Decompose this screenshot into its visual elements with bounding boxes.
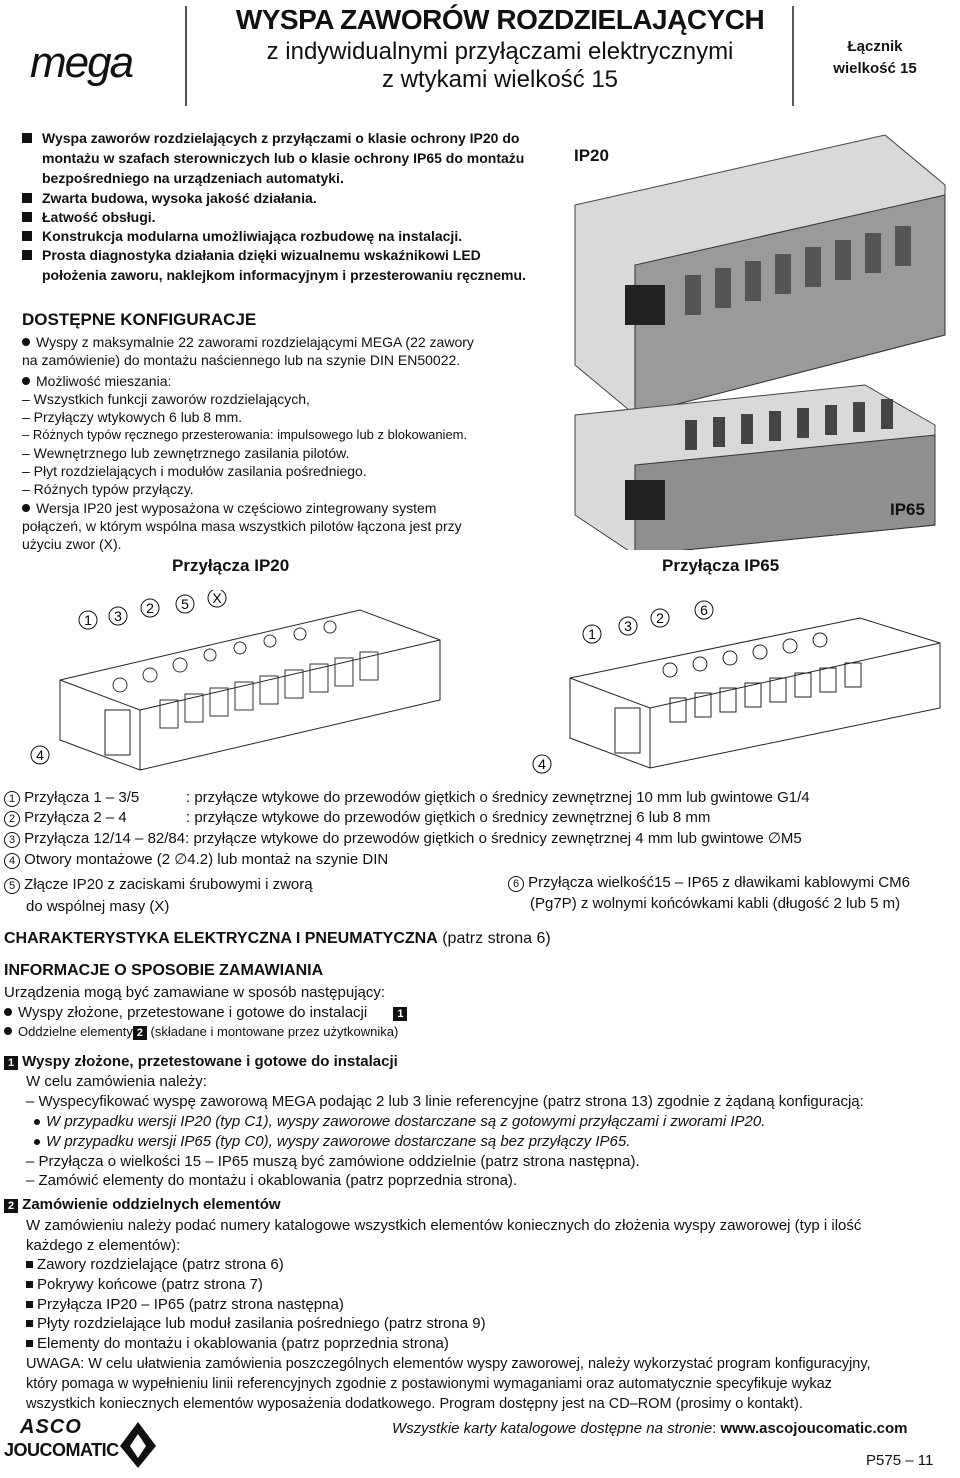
feature-item: Konstrukcja modularna umożliwiająca rozbudowę na instalacji. (22, 226, 542, 246)
section-1-text: – Wyspecyfikować wyspę zaworową MEGA podając 2 lub 3 linie referencyjne (patrz strona 13) zgodnie z żądaną konfiguracją: (26, 1093, 864, 1110)
section-2-text: każdego z elementów): (26, 1237, 181, 1254)
photo-label-ip20: IP20 (574, 146, 609, 165)
section-1-text: – Przyłącza o wielkości 15 – IP65 muszą być zamówione oddzielnie (patrz strona następna). (26, 1153, 640, 1170)
config-sub: – Różnych typów przyłączy. (22, 481, 194, 497)
diagram-title-ip20: Przyłącza IP20 (172, 556, 290, 575)
marker-1: 1 (84, 612, 92, 628)
legend-row: 6 Przyłącza wielkość15 – IP65 z dławikami kablowymi CM6 (508, 873, 910, 893)
page-subtitle-2: z wtykami wielkość 15 (381, 66, 619, 93)
photo-label-ip65: IP65 (890, 500, 925, 519)
feature-item: Wyspa zaworów rozdzielających z przyłączami o klasie ochrony IP20 do montażu w szafach sterowniczych lub o klasie ochrony IP65 do montażu bezpośredniego na urządzeniach automatyki. (22, 128, 542, 188)
brand-emblem-icon (118, 1420, 158, 1470)
section-2-note: wszystkich koniecznych elementów wyposażenia dodatkowego. Program dostępny jest na CD–ROM (prosimy o kontakt). (26, 1396, 803, 1412)
marker-5: 5 (181, 596, 189, 612)
header-size: wielkość 15 (833, 60, 917, 77)
page-title: WYSPA ZAWORÓW ROZDZIELAJĄCYCH (235, 4, 765, 35)
ordering-heading: INFORMACJE O SPOSOBIE ZAMAWIANIA (4, 962, 324, 979)
section-2-text: W zamówieniu należy podać numery katalogowe wszystkich elementów koniecznych do złożenia wyspy zaworowej (typ i ilość (26, 1217, 862, 1234)
legend-row: 1 Przyłącza 1 – 3/5 (4, 788, 139, 808)
marker-3: 3 (114, 608, 122, 624)
page-number: P575 – 11 (866, 1452, 934, 1469)
marker-1: 1 (588, 626, 596, 642)
diagram-ip20 (20, 590, 460, 775)
config-item-cont: połączeń, w którym wspólna masa wszystkich pilotów łączona jest przy (22, 518, 462, 534)
mega-logo: mega (30, 38, 133, 87)
section-1-note: W przypadku wersji IP65 (typ C0), wyspy zaworowe dostarczane są bez przyłączy IP65. (34, 1133, 630, 1151)
marker-2: 2 (656, 610, 664, 626)
ordering-intro: Urządzenia mogą być zamawiane w sposób następujący: (4, 984, 386, 1001)
config-heading: DOSTĘPNE KONFIGURACJE (22, 310, 257, 329)
valve-island-ip20-image (575, 135, 945, 415)
header-category: Łącznik (847, 38, 903, 55)
legend-desc: : przyłącze wtykowe do przewodów giętkich o średnicy zewnętrznej 10 mm lub gwintowe G1/4 (186, 789, 810, 806)
diagram-title-ip65: Przyłącza IP65 (662, 556, 780, 575)
section-2-note: który pomaga w wypełnieniu linii referencyjnych zgodnie z postawionymi wymaganiami oraz automatycznie specyfikuje wykaz (26, 1376, 832, 1392)
config-sub: – Płyt rozdzielających i modułów zasilania pośredniego. (22, 463, 367, 479)
header-divider-left (185, 6, 187, 106)
marker-4: 4 (538, 756, 546, 772)
config-sub: – Przyłączy wtykowych 6 lub 8 mm. (22, 409, 243, 425)
joucomatic-logo: JOUCOMATIC (4, 1440, 119, 1460)
marker-2: 2 (146, 600, 154, 616)
config-sub: – Różnych typów ręcznego przesterowania: impulsowego lub z blokowaniem. (22, 427, 468, 442)
section-1-note: W przypadku wersji IP20 (typ C1), wyspy zaworowe dostarczane są z gotowymi przyłączami i zworami IP20. (34, 1113, 765, 1131)
marker-6: 6 (700, 602, 708, 618)
ordering-option-1: Wyspy złożone, przetestowane i gotowe do instalacji 1 (4, 1004, 407, 1022)
legend-desc: (Pg7P) z wolnymi końcówkami kabli (długość 2 lub 5 m) (530, 895, 901, 912)
marker-4: 4 (36, 747, 44, 763)
section-2-item: Elementy do montażu i okablowania (patrz poprzednia strona) (26, 1335, 449, 1353)
footer-web: Wszystkie karty katalogowe dostępne na stronie: www.ascojoucomatic.com (392, 1420, 908, 1437)
marker-3: 3 (624, 618, 632, 634)
diagram-ip65 (520, 598, 950, 778)
section-1-text: – Zamówić elementy do montażu i okablowania (patrz poprzednia strona). (26, 1172, 518, 1189)
section-2-item: Pokrywy końcowe (patrz strona 7) (26, 1276, 263, 1294)
marker-x: X (212, 590, 222, 606)
legend-row: 4 Otwory montażowe (2 ∅4.2) lub montaż na szynie DIN (4, 850, 388, 870)
config-sub: – Wewnętrznego lub zewnętrznego zasilania pilotów. (22, 445, 350, 461)
legend-row: 3 Przyłącza 12/14 – 82/84: przyłącze wtykowe do przewodów giętkich o średnicy zewnętrznej 4 mm lub gwintowe ∅M5 (4, 829, 802, 849)
section-2-item: Płyty rozdzielające lub moduł zasilania pośredniego (patrz strona 9) (26, 1315, 486, 1333)
website-link[interactable]: www.ascojoucomatic.com (720, 1420, 908, 1437)
asco-logo: ASCO (20, 1416, 82, 1438)
feature-item: Zwarta budowa, wysoka jakość działania. (22, 188, 542, 208)
section-1-text: W celu zamówienia należy: (26, 1073, 207, 1090)
electric-heading: CHARAKTERYSTYKA ELEKTRYCZNA I PNEUMATYCZNA (patrz strona 6) (4, 930, 551, 947)
legend-row: 2 Przyłącza 2 – 4 (4, 808, 127, 828)
section-2-item: Zawory rozdzielające (patrz strona 6) (26, 1256, 284, 1274)
config-item: Wersja IP20 jest wyposażona w częściowo zintegrowany system (22, 499, 436, 517)
config-item: Wyspy z maksymalnie 22 zaworami rozdzielającymi MEGA (22 zawory (22, 333, 474, 351)
config-item-cont: użyciu zwor (X). (22, 536, 122, 552)
valve-island-photos (565, 125, 950, 550)
legend-desc: do wspólnej masy (X) (26, 898, 170, 915)
config-item-cont: na zamówienie) do montażu naściennego lub na szynie DIN EN50022. (22, 352, 461, 368)
section-2-item: Przyłącza IP20 – IP65 (patrz strona następna) (26, 1296, 344, 1314)
config-item: Możliwość mieszania: (22, 372, 171, 390)
section-1-heading: 1 Wyspy złożone, przetestowane i gotowe do instalacji (4, 1053, 398, 1071)
section-2-note: UWAGA: W celu ułatwienia zamówienia poszczególnych elementów wyspy zaworowej, należy wykorzystać program konfiguracyjny, (26, 1356, 871, 1372)
legend-row: 5 Złącze IP20 z zaciskami śrubowymi i zworą (4, 875, 313, 895)
page-subtitle-1: z indywidualnymi przyłączami elektrycznymi (266, 38, 734, 65)
header-divider-right (792, 6, 794, 106)
section-2-heading: 2 Zamówienie oddzielnych elementów (4, 1196, 281, 1214)
feature-item: Prosta diagnostyka działania dzięki wizualnemu wskaźnikowi LED położenia zaworu, naklejkom informacyjnym i przesterowaniu ręcznemu. (22, 245, 542, 285)
feature-item: Łatwość obsługi. (22, 207, 542, 227)
ordering-option-2: Oddzielne elementy 2 (składane i montowane przez użytkownika) (4, 1023, 398, 1041)
legend-desc: : przyłącze wtykowe do przewodów giętkich o średnicy zewnętrznej 6 lub 8 mm (186, 809, 711, 826)
config-sub: – Wszystkich funkcji zaworów rozdzielających, (22, 391, 310, 407)
valve-island-ip65-image (575, 385, 935, 550)
